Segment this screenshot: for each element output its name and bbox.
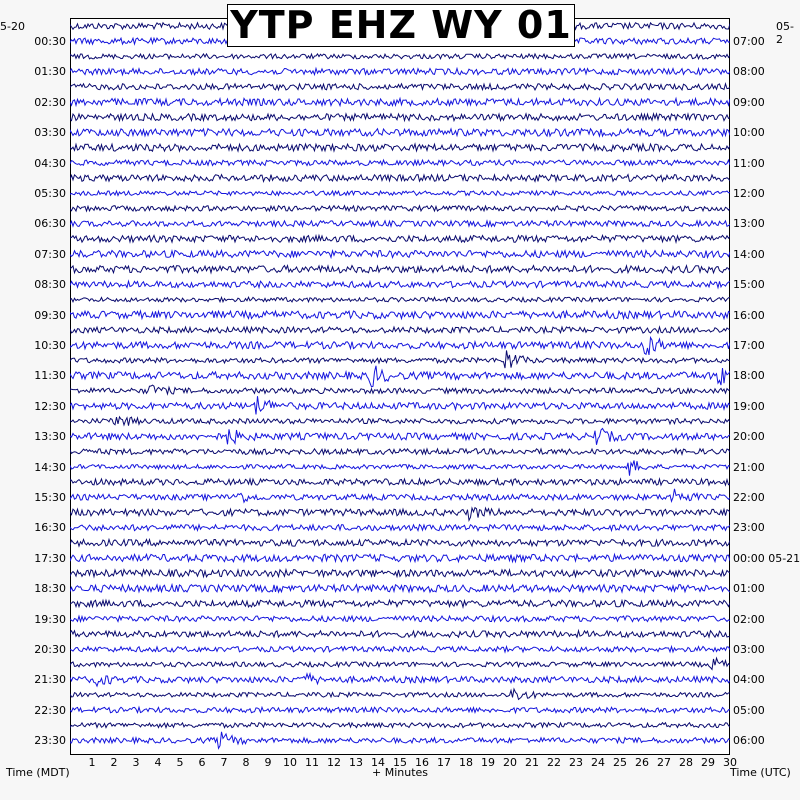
trace-line xyxy=(70,281,730,287)
trace-line xyxy=(70,616,730,622)
right-time-label: 06:00 xyxy=(733,734,765,748)
trace-line xyxy=(70,600,730,607)
x-tick-label: 7 xyxy=(220,756,228,769)
trace-line xyxy=(70,461,730,476)
left-time-label: 16:30 xyxy=(34,521,66,535)
station-title: YTP EHZ WY 01 xyxy=(227,4,575,47)
trace-line xyxy=(70,732,730,749)
x-tick-label: 22 xyxy=(547,756,561,769)
x-tick-label: 11 xyxy=(305,756,319,769)
trace-line xyxy=(70,311,730,319)
x-tick-label: 13 xyxy=(349,756,363,769)
right-time-label: 10:00 xyxy=(733,126,765,140)
trace-line xyxy=(70,674,730,686)
right-time-label: 16:00 xyxy=(733,308,765,322)
trace-line xyxy=(70,175,730,182)
left-time-label: 00:30 xyxy=(34,35,66,48)
right-time-label: 19:00 xyxy=(733,399,765,413)
x-tick-label: 6 xyxy=(198,756,206,769)
trace-line xyxy=(70,144,730,151)
trace-line xyxy=(70,235,730,242)
right-time-label: 11:00 xyxy=(733,156,765,170)
x-tick-label: 26 xyxy=(635,756,649,769)
left-time-label: 10:30 xyxy=(34,339,66,352)
left-time-label: 15:30 xyxy=(34,491,66,504)
left-time-label: 21:30 xyxy=(34,673,66,687)
trace-line xyxy=(70,489,730,502)
right-time-label: 13:00 xyxy=(733,217,765,231)
left-time-label: 03:30 xyxy=(34,126,66,140)
trace-line xyxy=(70,631,730,637)
x-tick-label: 12 xyxy=(327,756,341,769)
right-time-label: 15:00 xyxy=(733,278,765,292)
left-time-label: 09:30 xyxy=(34,308,66,322)
trace-line xyxy=(70,327,730,333)
x-tick-label: 29 xyxy=(701,756,715,769)
x-tick-label: 9 xyxy=(264,756,272,769)
right-time-label: 14:00 xyxy=(733,247,765,261)
left-time-label: 04:30 xyxy=(34,156,66,170)
left-time-label: 23:30 xyxy=(34,734,66,748)
x-tick-label: 30 xyxy=(723,756,737,769)
x-tick-label: 14 xyxy=(371,756,385,769)
right-time-label: 18:00 xyxy=(733,369,765,383)
trace-line xyxy=(70,707,730,712)
left-time-label: 05:30 xyxy=(34,187,66,200)
right-time-label: 12:00 xyxy=(733,187,765,200)
trace-line xyxy=(70,396,730,414)
trace-line xyxy=(70,114,730,121)
trace-line xyxy=(70,723,730,728)
trace-line xyxy=(70,554,730,561)
x-tick-label: 5 xyxy=(176,756,184,769)
trace-line xyxy=(70,540,730,547)
left-date-label: 5-20 xyxy=(0,20,25,33)
trace-line xyxy=(70,449,730,455)
right-date-label: 05-2 xyxy=(776,20,794,46)
trace-line xyxy=(70,428,730,444)
left-time-label: 01:30 xyxy=(34,65,66,79)
trace-line xyxy=(70,350,730,368)
x-tick-label: 15 xyxy=(393,756,407,769)
x-tick-label: 16 xyxy=(415,756,429,769)
trace-line xyxy=(70,84,730,90)
left-time-label: 20:30 xyxy=(34,643,66,656)
left-axis-label: Time (MDT) xyxy=(6,766,70,779)
right-time-label: 09:00 xyxy=(733,95,765,109)
trace-line xyxy=(70,479,730,485)
x-tick-label: 23 xyxy=(569,756,583,769)
trace-line xyxy=(70,338,730,355)
trace-line xyxy=(70,647,730,653)
right-time-label: 20:00 xyxy=(733,430,765,444)
left-time-label: 12:30 xyxy=(34,399,66,413)
left-time-label: 13:30 xyxy=(34,430,66,444)
right-time-label: 04:00 xyxy=(733,673,765,687)
right-time-label: 21:00 xyxy=(733,460,765,474)
trace-line xyxy=(70,191,730,196)
right-time-label: 23:00 xyxy=(733,521,765,535)
x-axis-label: + Minutes xyxy=(372,766,429,779)
trace-line xyxy=(70,54,730,59)
x-tick-label: 24 xyxy=(591,756,605,769)
seismogram-traces xyxy=(70,18,730,755)
right-time-label: 22:00 xyxy=(733,491,765,504)
left-time-label: 11:30 xyxy=(34,369,66,383)
trace-line xyxy=(70,658,730,669)
x-tick-label: 4 xyxy=(154,756,162,769)
left-time-label: 17:30 xyxy=(34,551,66,565)
x-tick-label: 27 xyxy=(657,756,671,769)
right-time-label: 07:00 xyxy=(733,35,765,48)
trace-line xyxy=(70,417,730,426)
right-time-label: 02:00 xyxy=(733,612,765,626)
right-time-label: 05:00 xyxy=(733,703,765,717)
x-tick-label: 19 xyxy=(481,756,495,769)
trace-line xyxy=(70,160,730,165)
left-time-label: 08:30 xyxy=(34,278,66,292)
left-time-label: 22:30 xyxy=(34,703,66,717)
right-axis-label: Time (UTC) xyxy=(730,766,791,779)
left-time-label: 06:30 xyxy=(34,217,66,231)
x-tick-label: 18 xyxy=(459,756,473,769)
trace-line xyxy=(70,297,730,302)
trace-line xyxy=(70,266,730,273)
left-time-label: 19:30 xyxy=(34,612,66,626)
right-time-label: 08:00 xyxy=(733,65,765,79)
trace-line xyxy=(70,98,730,105)
x-tick-label: 3 xyxy=(132,756,140,769)
trace-line xyxy=(70,221,730,227)
trace-line xyxy=(70,69,730,75)
left-time-label: 18:30 xyxy=(34,582,66,596)
x-tick-label: 8 xyxy=(242,756,250,769)
right-time-label: 00:00 05-21 xyxy=(733,551,800,565)
x-tick-label: 17 xyxy=(437,756,451,769)
trace-line xyxy=(70,525,730,531)
left-time-label: 02:30 xyxy=(34,95,66,109)
trace-line xyxy=(70,508,730,521)
right-time-label: 17:00 xyxy=(733,339,765,352)
x-tick-label: 1 xyxy=(88,756,96,769)
x-tick-label: 28 xyxy=(679,756,693,769)
trace-line xyxy=(70,366,730,387)
trace-line xyxy=(70,206,730,211)
trace-line xyxy=(70,570,730,577)
left-time-label: 07:30 xyxy=(34,247,66,261)
x-tick-label: 25 xyxy=(613,756,627,769)
x-tick-label: 10 xyxy=(283,756,297,769)
trace-line xyxy=(70,129,730,136)
x-tick-label: 2 xyxy=(110,756,118,769)
x-tick-label: 20 xyxy=(503,756,517,769)
trace-line xyxy=(70,251,730,258)
trace-line xyxy=(70,385,730,394)
trace-line xyxy=(70,585,730,592)
trace-line xyxy=(70,689,730,699)
left-time-label: 14:30 xyxy=(34,460,66,474)
x-tick-label: 21 xyxy=(525,756,539,769)
right-time-label: 01:00 xyxy=(733,582,765,596)
right-time-label: 03:00 xyxy=(733,643,765,656)
